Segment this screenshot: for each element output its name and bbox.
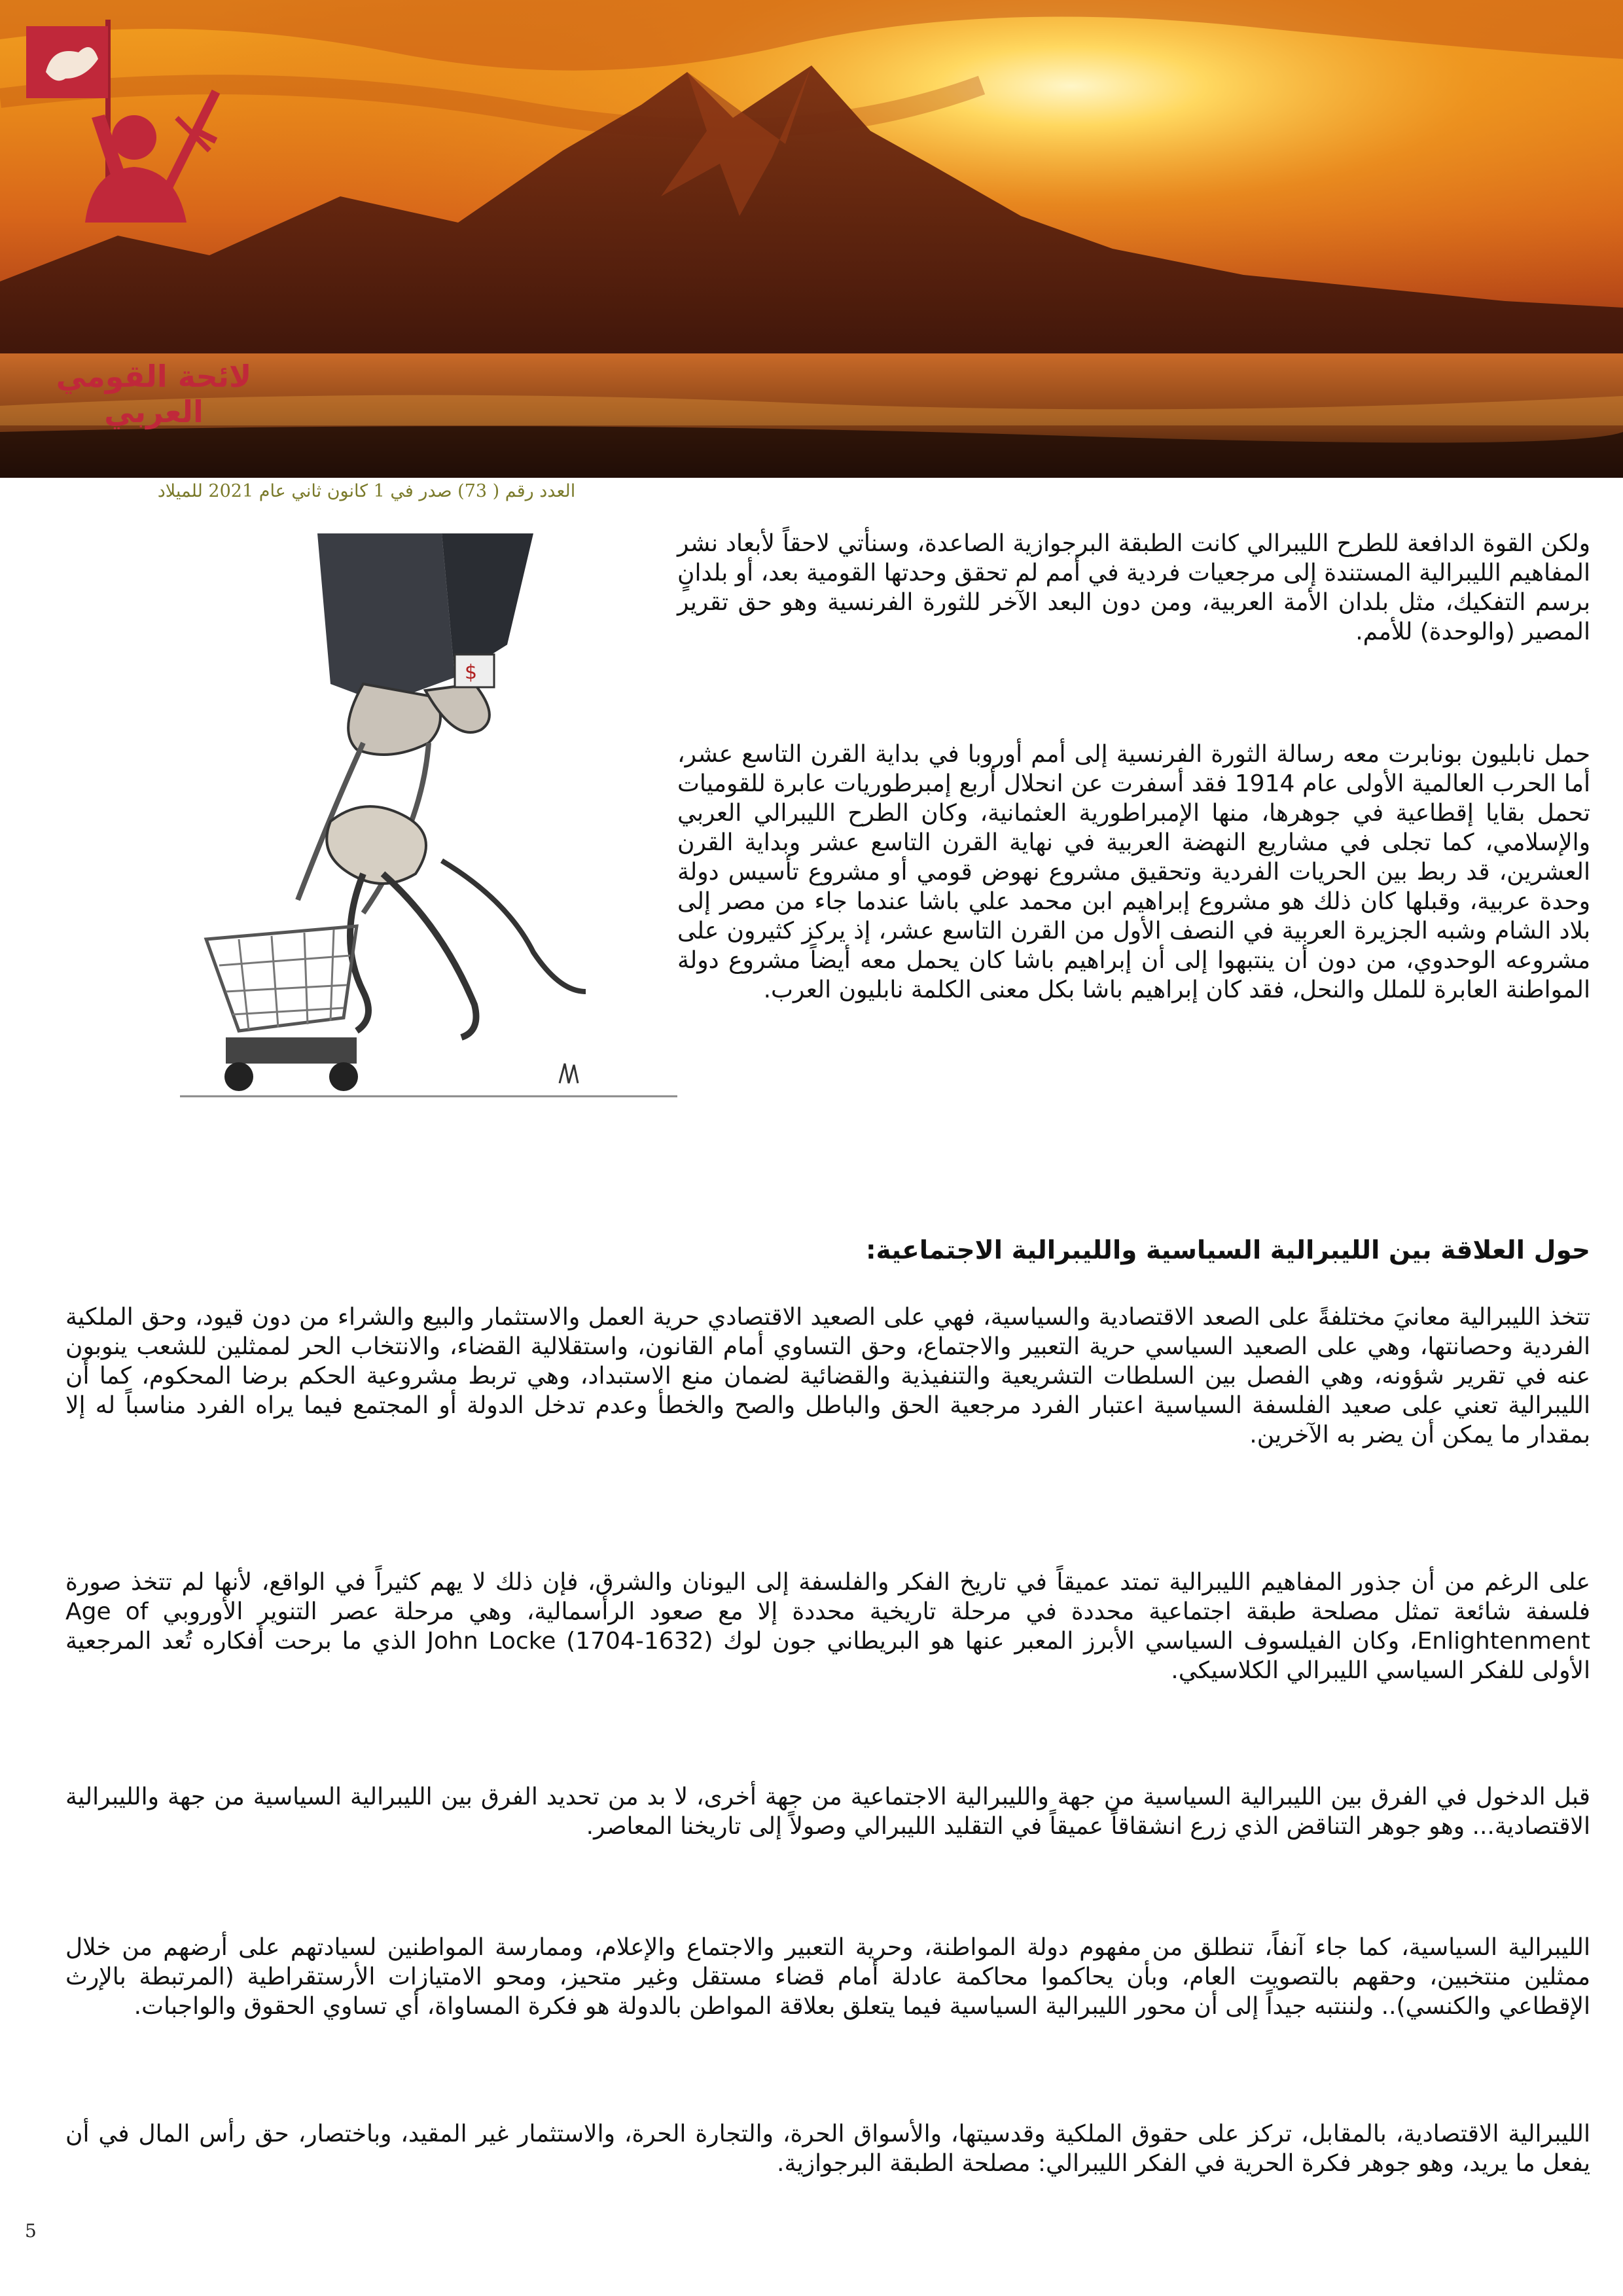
paragraph-2: حمل نابليون بونابرت معه رسالة الثورة الفرنسية إلى أمم أوروبا في بداية القرن التاسع عشر، أما الحرب العالمية الأولى عام 1914 فقد أسفرت عن انحلال أربع إمبرطوريات عابرة للقوميات تحمل بقايا إقطاعية في جوهرها، منها الإمبراطورية العثمانية، وكان الطرح الليبرالي العربي والإسلامي، كما تجلى في مشاريع النهضة العربية في نهاية القرن التاسع عشر وبداية القرن العشرين، قد ربط بين الحريات الفردية وتحقيق مشروع نهوض قومي أو مشروع تأسيس دولة وحدة عربية، وقبلها كان ذلك هو مشروع إبراهيم ابن محمد علي باشا عندما جاء من مصر إلى بلاد الشام وشبه الجزيرة العربية في النصف الأول من القرن التاسع عشر، إذ يركز كثيرون على مشروعه الوحدوي، من دون أن ينتبهوا إلى أن إبراهيم باشا كان يحمل معه أيضاً مشروع دولة المواطنة العابرة للملل والنحل، فقد كان إبراهيم باشا بكل معنى الكلمة نابليون العرب. bbox=[677, 741, 1590, 1003]
svg-text:$: $ bbox=[465, 661, 478, 684]
paragraph-1: ولكن القوة الدافعة للطرح الليبرالي كانت الطبقة البرجوازية الصاعدة، وسنأتي لاحقاً لأبعاد نشر المفاهيم الليبرالية المستندة إلى مرجعيات فردية في أمم لم تحقق وحدتها القومية بعد، أو بلدانٍ برسم التفكيك، مثل بلدان الأمة العربية، ومن دون البعد الآخر للثورة الفرنسية وهو حق تقرير المصير (والوحدة) للأمم. bbox=[677, 530, 1590, 645]
page-number: 5 bbox=[25, 2220, 37, 2242]
paragraph-5: قبل الدخول في الفرق بين الليبرالية السياسية من جهة والليبرالية الاجتماعية من جهة أخرى، لا بد من تحديد الفرق بين الليبرالية السياسية من جهة والليبرالية الاقتصادية... وهو جوهر التناقض الذي زرع انشقاقاً عميقاً في التقليد الليبرالي وصولاً إلى تاريخنا المعاصر. bbox=[65, 1784, 1590, 1840]
paragraph-4: على الرغم من أن جذور المفاهيم الليبرالية تمتد عميقاً في تاريخ الفكر والفلسفة إلى اليونان والشرق، فإن ذلك لا يهم كثيراً في الواقع، لأنها لم تتخذ صورة فلسفة شائعة تمثل مصلحة طبقة اجتماعية محددة في مرحلة تاريخية محددة إلا مع صعود الرأسمالية، وهي مرحلة عصر التنوير الأوروبي Age of Enlightenment، وكان الفيلسوف السياسي الأبرز المعبر عنها هو البريطاني جون لوك (1632-1704) John Locke الذي ما برحت أفكاره تُعد المرجعية الأولى للفكر السياسي الليبرالي الكلاسيكي. bbox=[65, 1569, 1590, 1684]
issue-line: العدد رقم ( 73) صدر في 1 كانون ثاني عام 2021 للميلاد bbox=[157, 481, 576, 501]
header-banner bbox=[0, 0, 1623, 478]
logo-icon bbox=[0, 0, 281, 301]
paragraph-7: الليبرالية الاقتصادية، بالمقابل، تركز على حقوق الملكية وقدسيتها، والأسواق الحرة، والتجارة الحرة، والاستثمار غير المقيد، وباختصار، حق رأس المال في أن يفعل ما يريد، وهو جوهر فكرة الحرية في الفكر الليبرالي: مصلحة الطبقة البرجوازية. bbox=[65, 2121, 1590, 2177]
logo-text: لائحة القومي العربي bbox=[56, 359, 252, 429]
cartoon-illustration bbox=[167, 533, 690, 1122]
paragraph-3: تتخذ الليبرالية معانيَ مختلفةً على الصعد الاقتصادية والسياسية، فهي على الصعيد الاقتصادي حرية العمل والاستثمار والبيع والشراء من دون قيود، وحق الملكية الفردية وحصانتها، وهي على الصعيد السياسي حرية التعبير والاجتماع، وحق التساوي أمام القانون، واستقلالية القضاء، والانتخاب الحر لممثلين للشعب ينوبون عنه في تقرير شؤونه، وهي الفصل بين السلطات التشريعية والتنفيذية والقضائية لضمان منع الاستبداد، وهي تربط مشروعية الحكم برضا المحكوم، كما أن الليبرالية تعني على صعيد الفلسفة السياسية اعتبار الفرد مرجعية الحق والباطل والصح والخطأ وعدم تدخل الدولة أو المجتمع فيما يراه الفرد مناسباً له إلا بمقدار ما يمكن أن يضر به الآخرين. bbox=[65, 1304, 1590, 1448]
section-heading: حول العلاقة بين الليبرالية السياسية والليبرالية الاجتماعية: bbox=[865, 1236, 1590, 1265]
paragraph-6: الليبرالية السياسية، كما جاء آنفاً، تنطلق من مفهوم دولة المواطنة، وحرية التعبير والاجتماع والإعلام، وممارسة المواطنين لسيادتهم على أرضهم من خلال ممثلين منتخبين، وحقهم بالتصويت العام، وبأن يحاكموا محاكمة عادلة أمام قضاء مستقل وغير متحيز، ومحو الامتيازات الأرستقراطية (المرتبطة بالإرث الإقطاعي والكنسي).. ولننتبه جيداً إلى أن محور الليبرالية السياسية فيما يتعلق بعلاقة المواطن بالدولة هو فكرة المساواة، أي تساوي الحقوق والواجبات. bbox=[65, 1934, 1590, 2020]
